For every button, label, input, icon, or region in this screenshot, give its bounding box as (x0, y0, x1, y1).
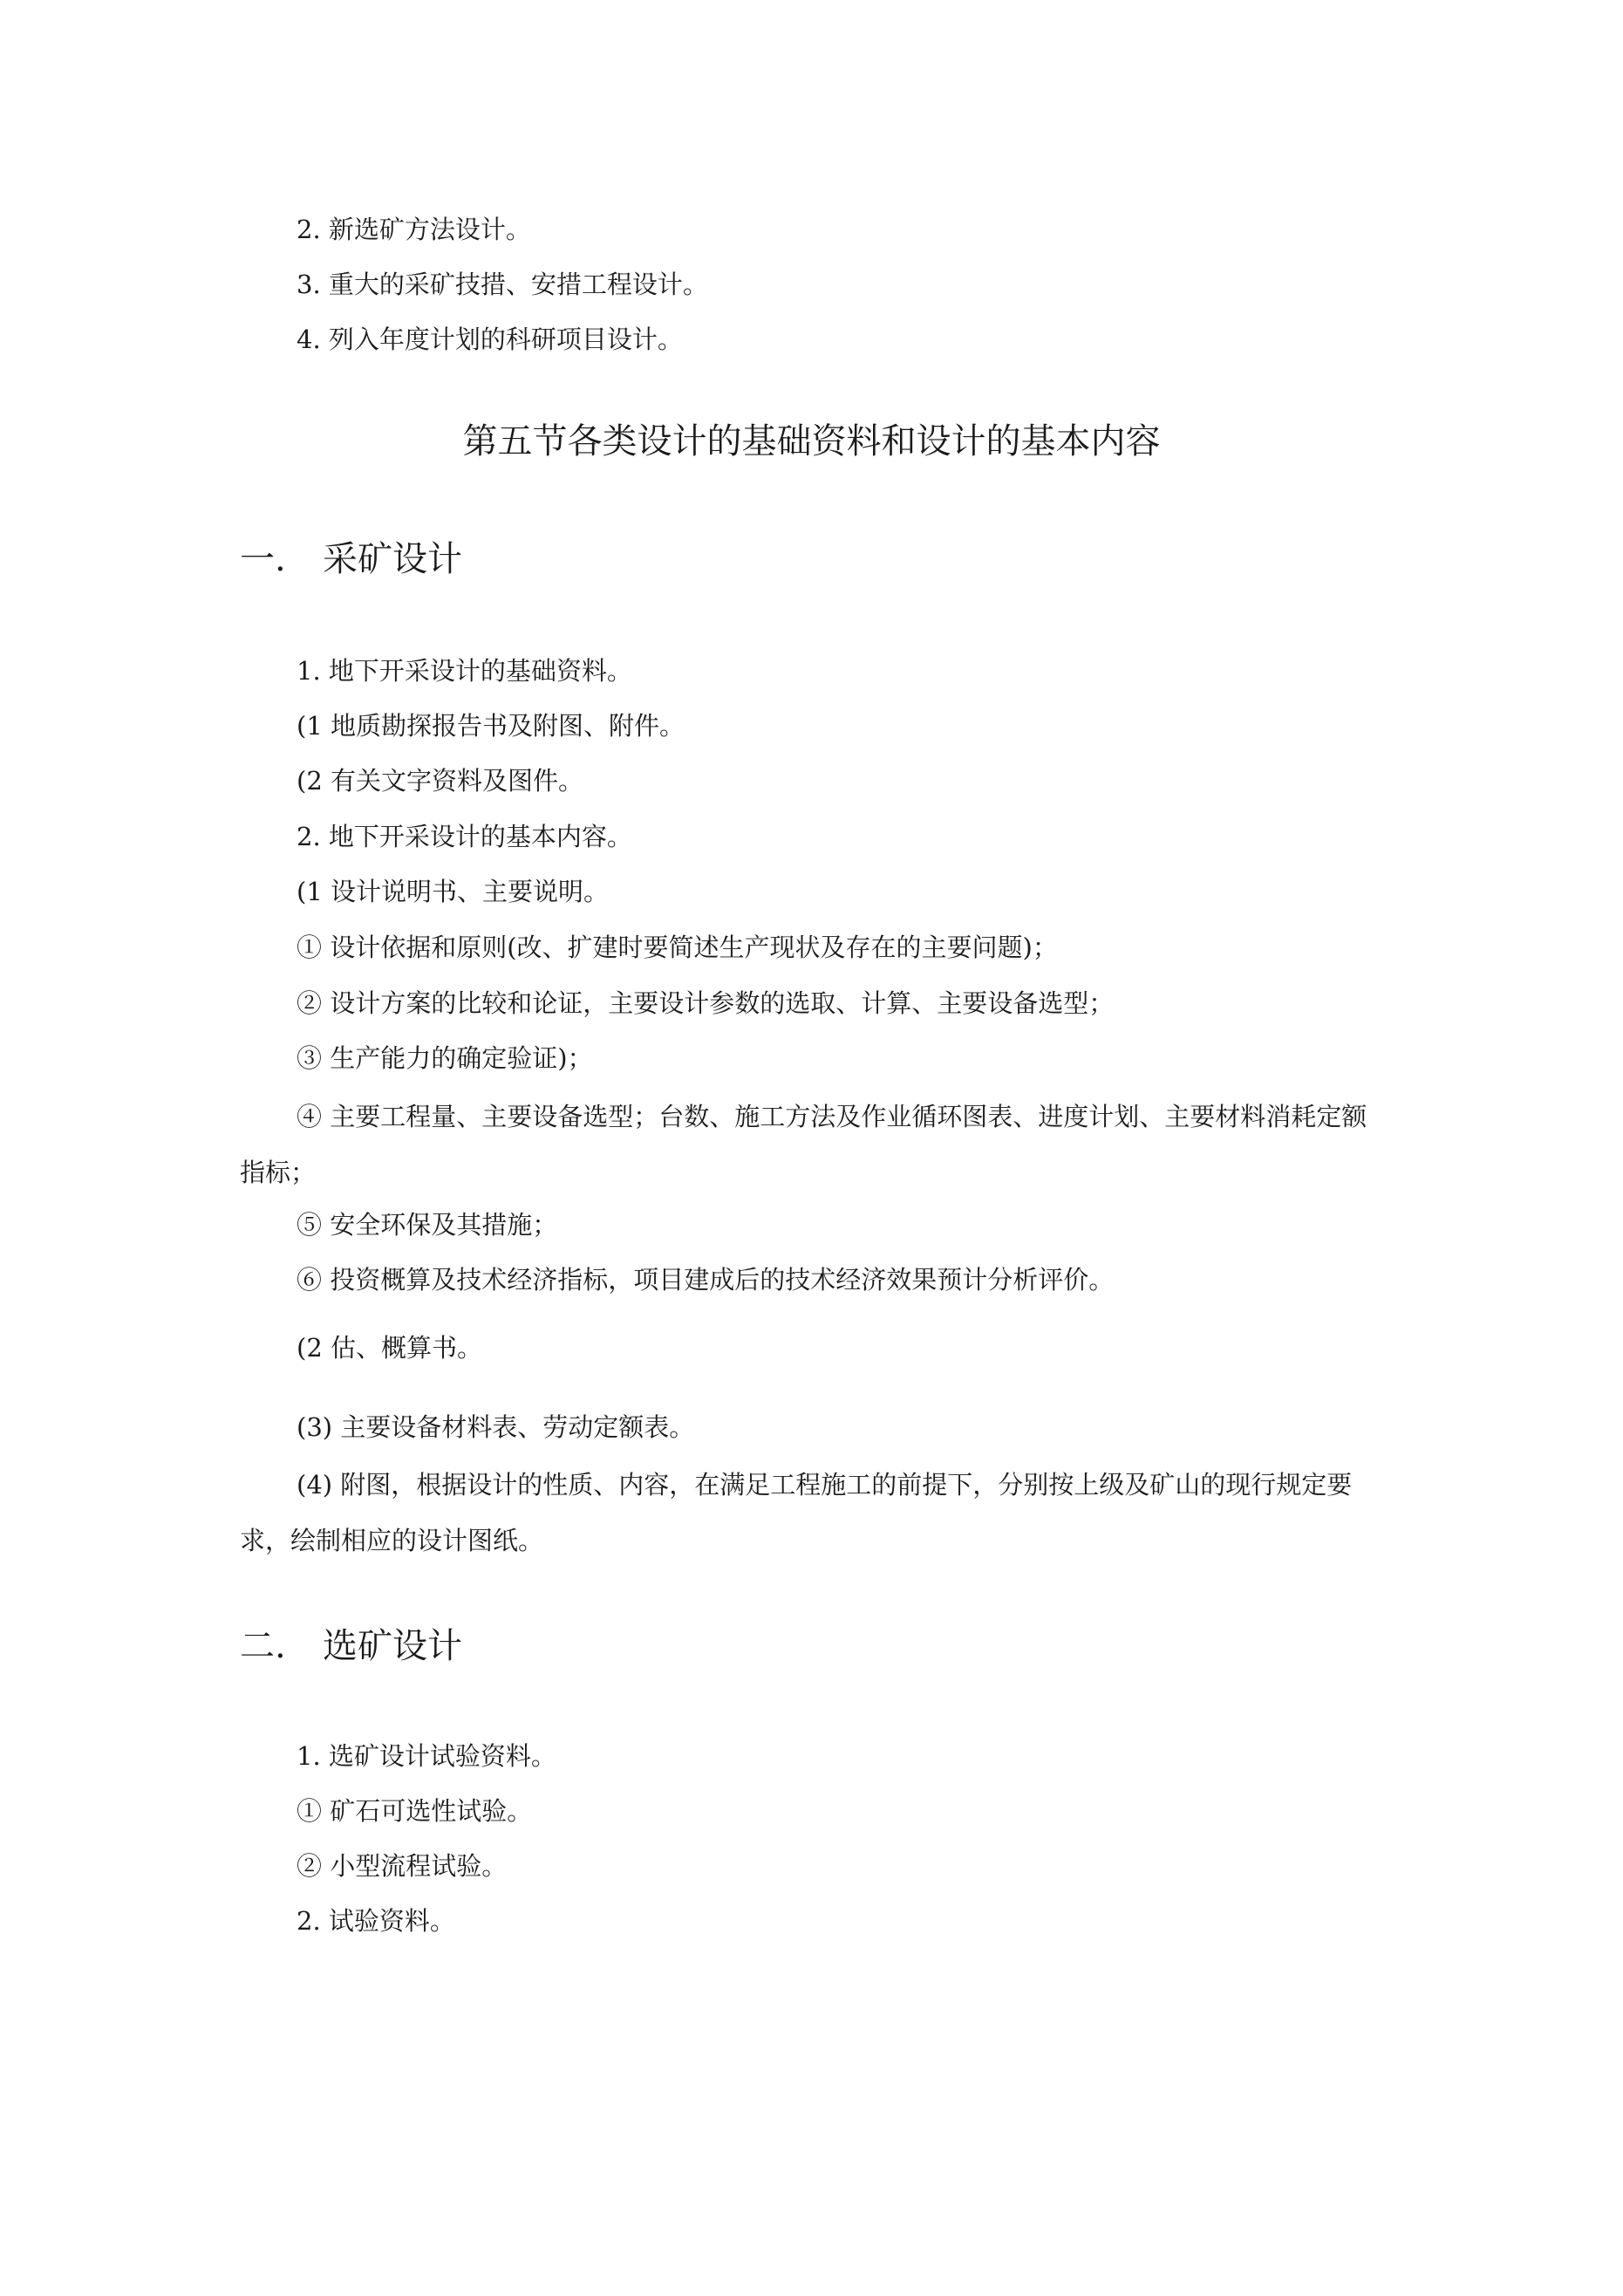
list-item: 1. 选矿设计试验资料。 (297, 1741, 556, 1771)
intro-item: 2. 新选矿方法设计。 (297, 215, 531, 244)
list-item: 2. 地下开采设计的基本内容。 (297, 822, 632, 851)
part-number: 一. (240, 539, 286, 579)
paragraph: (4) 附图，根据设计的性质、内容，在满足工程施工的前提下，分别按上级及矿山的现行规定要求，绘制相应的设计图纸。 (240, 1470, 1353, 1555)
section-title: 第五节各类设计的基础资料和设计的基本内容 (462, 421, 1161, 461)
list-item: 2. 试验资料。 (297, 1906, 455, 1936)
list-item: (2 有关文字资料及图件。 (297, 766, 583, 796)
list-item: ⑥ 投资概算及技术经济指标，项目建成后的技术经济效果预计分析评价。 (297, 1265, 1115, 1295)
part-heading (240, 1622, 462, 1671)
part-title: 选矿设计 (323, 1626, 462, 1666)
intro-item: 3. 重大的采矿技措、安措工程设计。 (297, 270, 708, 299)
list-item: (1 设计说明书、主要说明。 (297, 877, 609, 906)
list-item: 1. 地下开采设计的基础资料。 (297, 656, 632, 686)
list-item: ② 设计方案的比较和论证，主要设计参数的选取、计算、主要设备选型； (297, 988, 1115, 1018)
part-number: 二. (240, 1626, 286, 1666)
list-item: ① 设计依据和原则(改、扩建时要简述生产现状及存在的主要问题)； (297, 933, 1058, 962)
list-item: (3) 主要设备材料表、劳动定额表。 (297, 1412, 695, 1442)
part-heading (240, 535, 462, 584)
list-item: ② 小型流程试验。 (297, 1851, 508, 1881)
list-item: ⑤ 安全环保及其措施； (297, 1210, 558, 1240)
list-item: (1 地质勘探报告书及附图、附件。 (297, 711, 685, 741)
list-item: ① 矿石可选性试验。 (297, 1796, 533, 1826)
list-item: ③ 生产能力的确定验证)； (297, 1043, 593, 1073)
intro-item: 4. 列入年度计划的科研项目设计。 (297, 325, 683, 354)
part-title: 采矿设计 (323, 539, 462, 579)
list-item: (2 估、概算书。 (297, 1333, 482, 1363)
paragraph: ④ 主要工程量、主要设备选型；台数、施工方法及作业循环图表、进度计划、主要材料消耗定额指标； (240, 1102, 1367, 1187)
